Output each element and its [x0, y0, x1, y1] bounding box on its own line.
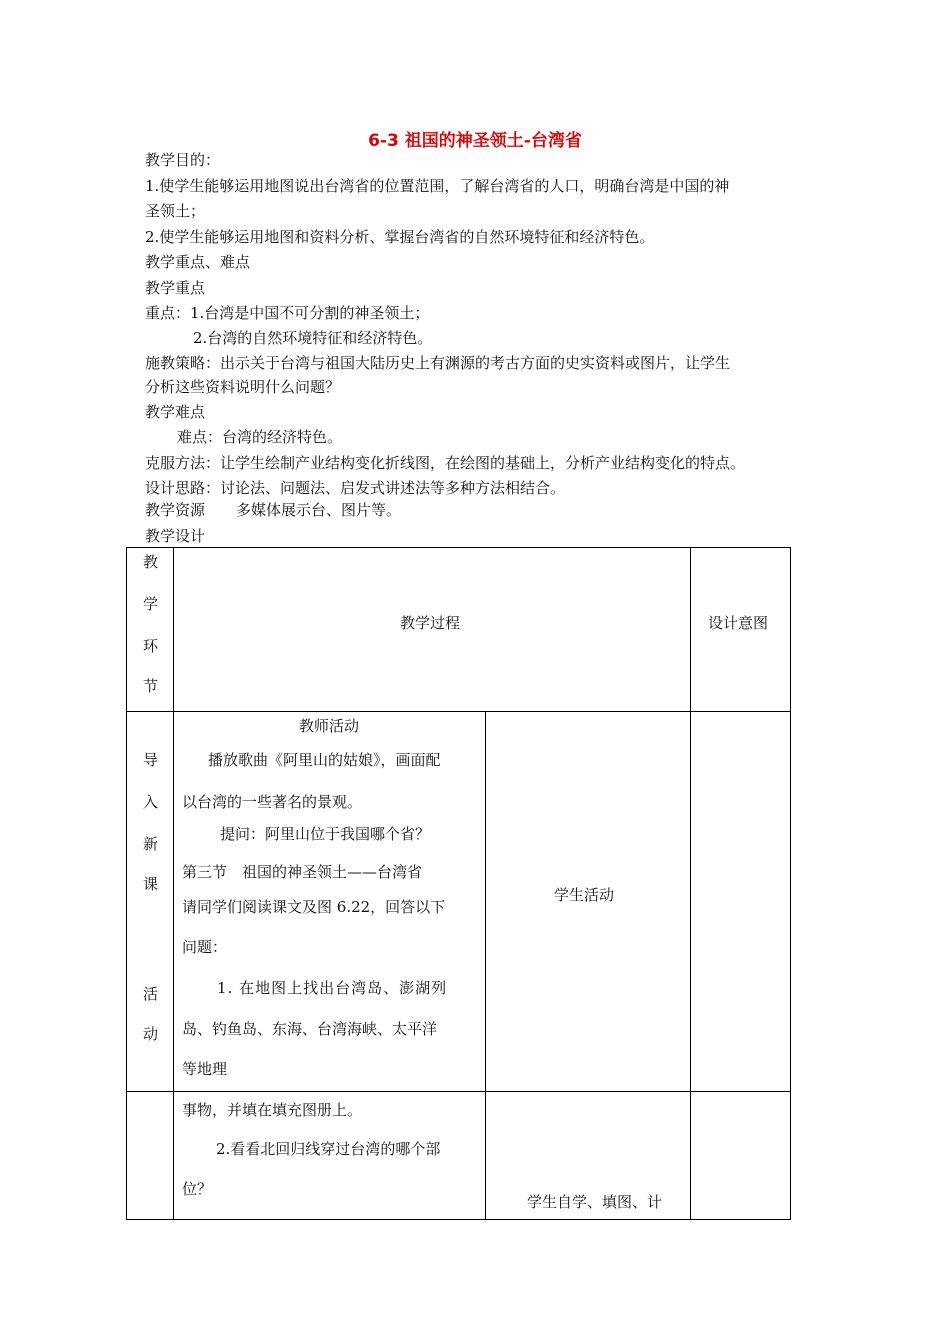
row2-student-line: 学生自学、填图、计: [527, 1193, 663, 1211]
intro-line: 克服方法：让学生绘制产业结构变化折线图，在绘图的基础上，分析产业结构变化的特点。: [145, 454, 746, 472]
row2-teacher-line: 2.看看北回归线穿过台湾的哪个部: [216, 1140, 441, 1158]
row2-teacher-line: 事物，并填在填充图册上。: [182, 1101, 363, 1119]
intro-line: 教学目的：: [145, 151, 221, 169]
row1-stage-char: 活: [142, 985, 158, 1003]
header-intent: 设计意图: [708, 614, 769, 632]
row2-teacher-line: 位？: [182, 1180, 213, 1198]
header-intent-cell: [691, 548, 791, 712]
header-stage-char: 环: [142, 637, 158, 655]
row1-stage-char: 入: [142, 793, 158, 811]
teacher-activity-line: 第三节 祖国的神圣领土——台湾省: [182, 863, 423, 881]
intro-line: 1.使学生能够运用地图说出台湾省的位置范围，了解台湾省的人口，明确台湾是中国的神: [145, 177, 730, 195]
teacher-activity-line: 1. 在地图上找出台湾岛、澎湖列: [217, 979, 448, 997]
header-stage-cell: [127, 548, 174, 712]
teacher-activity-line: 以台湾的一些著名的景观。: [182, 793, 363, 811]
row2-stage-cell: [127, 1092, 174, 1220]
intro-line: 圣领土；: [145, 202, 206, 220]
intro-line: 教学难点: [145, 403, 206, 421]
teacher-activity-heading: 教师活动: [299, 717, 360, 735]
teacher-activity-line: 岛、钓鱼岛、东海、台湾海峡、太平洋: [182, 1020, 438, 1038]
header-process-cell: [174, 548, 691, 712]
intro-line: 设计思路：讨论法、问题法、启发式讲述法等多种方法相结合。: [145, 479, 566, 497]
header-stage-char: 教: [142, 553, 158, 571]
teacher-activity-line: 问题：: [182, 938, 228, 956]
teacher-activity-line: 等地理: [182, 1060, 228, 1078]
student-activity-heading: 学生活动: [554, 886, 615, 904]
intro-line: 2.使学生能够运用地图和资料分析、掌握台湾省的自然环境特征和经济特色。: [145, 228, 655, 246]
intro-line: 难点：台湾的经济特色。: [177, 428, 343, 446]
row2-teacher-cell: [174, 1092, 486, 1220]
intro-line: 多媒体展示台、图片等。: [236, 501, 402, 519]
row1-intent-cell: [691, 712, 791, 1092]
student-activity-cell: [486, 712, 691, 1092]
row2-intent-cell: [691, 1092, 791, 1220]
intro-line: 教学资源: [145, 501, 206, 519]
intro-line: 分析这些资料说明什么问题？: [145, 378, 341, 396]
intro-line: 教学重点、难点: [145, 253, 251, 271]
teacher-activity-line: 播放歌曲《阿里山的姑娘》，画面配: [208, 751, 441, 769]
row1-stage-char: 新: [142, 835, 158, 853]
row1-stage-char: 导: [142, 751, 158, 769]
row1-stage-char: 课: [142, 875, 158, 893]
header-stage-char: 学: [142, 595, 158, 613]
intro-line: 施教策略：出示关于台湾与祖国大陆历史上有渊源的考古方面的史实资料或图片，让学生: [145, 354, 731, 372]
teacher-activity-cell: [174, 712, 486, 1092]
page-title: 6-3 祖国的神圣领土-台湾省: [368, 131, 582, 151]
header-process: 教学过程: [400, 614, 461, 632]
intro-line: 2.台湾的自然环境特征和经济特色。: [193, 329, 433, 347]
teacher-activity-line: 提问：阿里山位于我国哪个省？: [220, 825, 431, 843]
lesson-design-table: [126, 547, 791, 1220]
header-stage-char: 节: [142, 677, 158, 695]
intro-line: 重点：1.台湾是中国不可分割的神圣领土；: [145, 304, 430, 322]
row2-student-cell: [486, 1092, 691, 1220]
intro-line: 教学重点: [145, 279, 206, 297]
row1-stage-char: 动: [142, 1025, 158, 1043]
intro-line: 教学设计: [145, 527, 206, 545]
row1-stage-cell: [127, 712, 174, 1092]
teacher-activity-line: 请同学们阅读课文及图 6.22，回答以下: [182, 898, 446, 916]
